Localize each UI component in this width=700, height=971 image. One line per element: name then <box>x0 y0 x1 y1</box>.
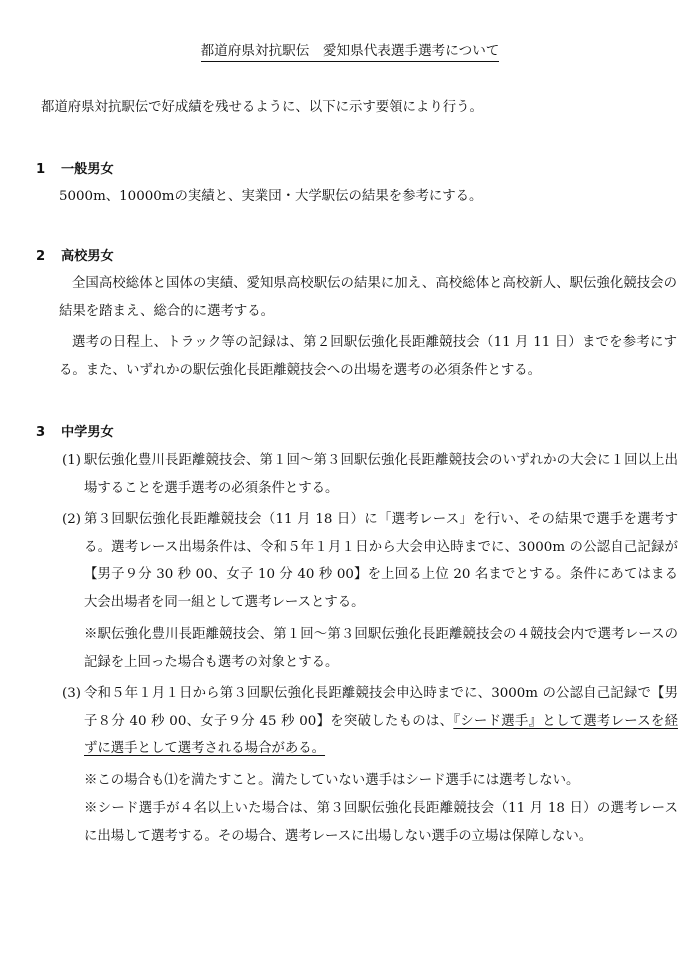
item-text <box>84 680 678 763</box>
section-title: 高校男女 <box>61 249 114 264</box>
section-title: 中学男女 <box>61 425 114 440</box>
document-title-text: 都道府県対抗駅伝 愛知県代表選手選考について <box>201 43 500 62</box>
section-1-heading <box>36 156 114 184</box>
item-label: (2) <box>62 512 81 527</box>
item-label: (1) <box>62 453 81 468</box>
section-2-heading <box>36 243 114 271</box>
section-2-paragraph-1: 全国高校総体と国体の実績、愛知県高校駅伝の結果に加え、高校総体と高校新人、駅伝強化競技会の結果を踏まえ、総合的に選考する。 <box>59 276 677 319</box>
item-text-plain: 令和５年１月１日から第３回駅伝強化長距離競技会申込時までに、3000m の公認自己記録で【男子８分 40 秒 00、女子９分 45 秒 00】を突破したものは、 <box>84 686 678 729</box>
section-3-item-3-note-2: ※シード選手が４名以上いた場合は、第３回駅伝強化長距離競技会（11 月 18 日）の選考レースに出場して選考する。その場合、選考レースに出場しない選手の立場は保障しない。 <box>84 801 678 844</box>
section-title: 一般男女 <box>61 162 114 177</box>
section-3-item-2 <box>62 506 678 616</box>
item-label: (3) <box>62 686 81 701</box>
document-title <box>0 38 700 66</box>
section-3-item-2-note: ※駅伝強化豊川長距離競技会、第１回～第３回駅伝強化長距離競技会の４競技会内で選考レースの記録を上回った場合も選考の対象とする。 <box>84 627 678 670</box>
item-text: 第３回駅伝強化長距離競技会（11 月 18 日）に「選考レース」を行い、その結果で選手を選考する。選考レース出場条件は、令和５年１月１日から大会申込時までに、3000m の公認自己記録が【男子９分 30 秒 00、女子 10 分 40 秒 00】を上回る上位 20 名までとする。条件にあてはまる大会出場者を同一組として選考レースとする。 <box>84 512 678 610</box>
section-3-item-3-note-1: ※この場合も⑴を満たすこと。満たしていない選手はシード選手には選考しない。 <box>84 773 580 788</box>
section-number: 3 <box>36 425 46 440</box>
item-text: 駅伝強化豊川長距離競技会、第１回～第３回駅伝強化長距離競技会のいずれかの大会に１回以上出場することを選手選考の必須条件とする。 <box>84 453 678 496</box>
section-number: 1 <box>36 162 46 177</box>
section-3-item-3 <box>62 680 678 763</box>
item-text-underlined: 『シード選手』として選考レースを経ずに選手として選考される場合がある。 <box>84 713 678 756</box>
section-number: 2 <box>36 249 46 264</box>
section-3-item-1 <box>62 447 678 502</box>
intro-paragraph: 都道府県対抗駅伝で好成績を残せるように、以下に示す要領により行う。 <box>41 100 483 115</box>
section-2-paragraph-2: 選考の日程上、トラック等の記録は、第２回駅伝強化長距離競技会（11 月 11 日）までを参考にする。また、いずれかの駅伝強化長距離競技会への出場を選考の必須条件とする。 <box>59 335 677 378</box>
section-1-paragraph: 5000m、10000mの実績と、実業団・大学駅伝の結果を参考にする。 <box>59 189 483 204</box>
section-3-heading <box>36 419 114 447</box>
